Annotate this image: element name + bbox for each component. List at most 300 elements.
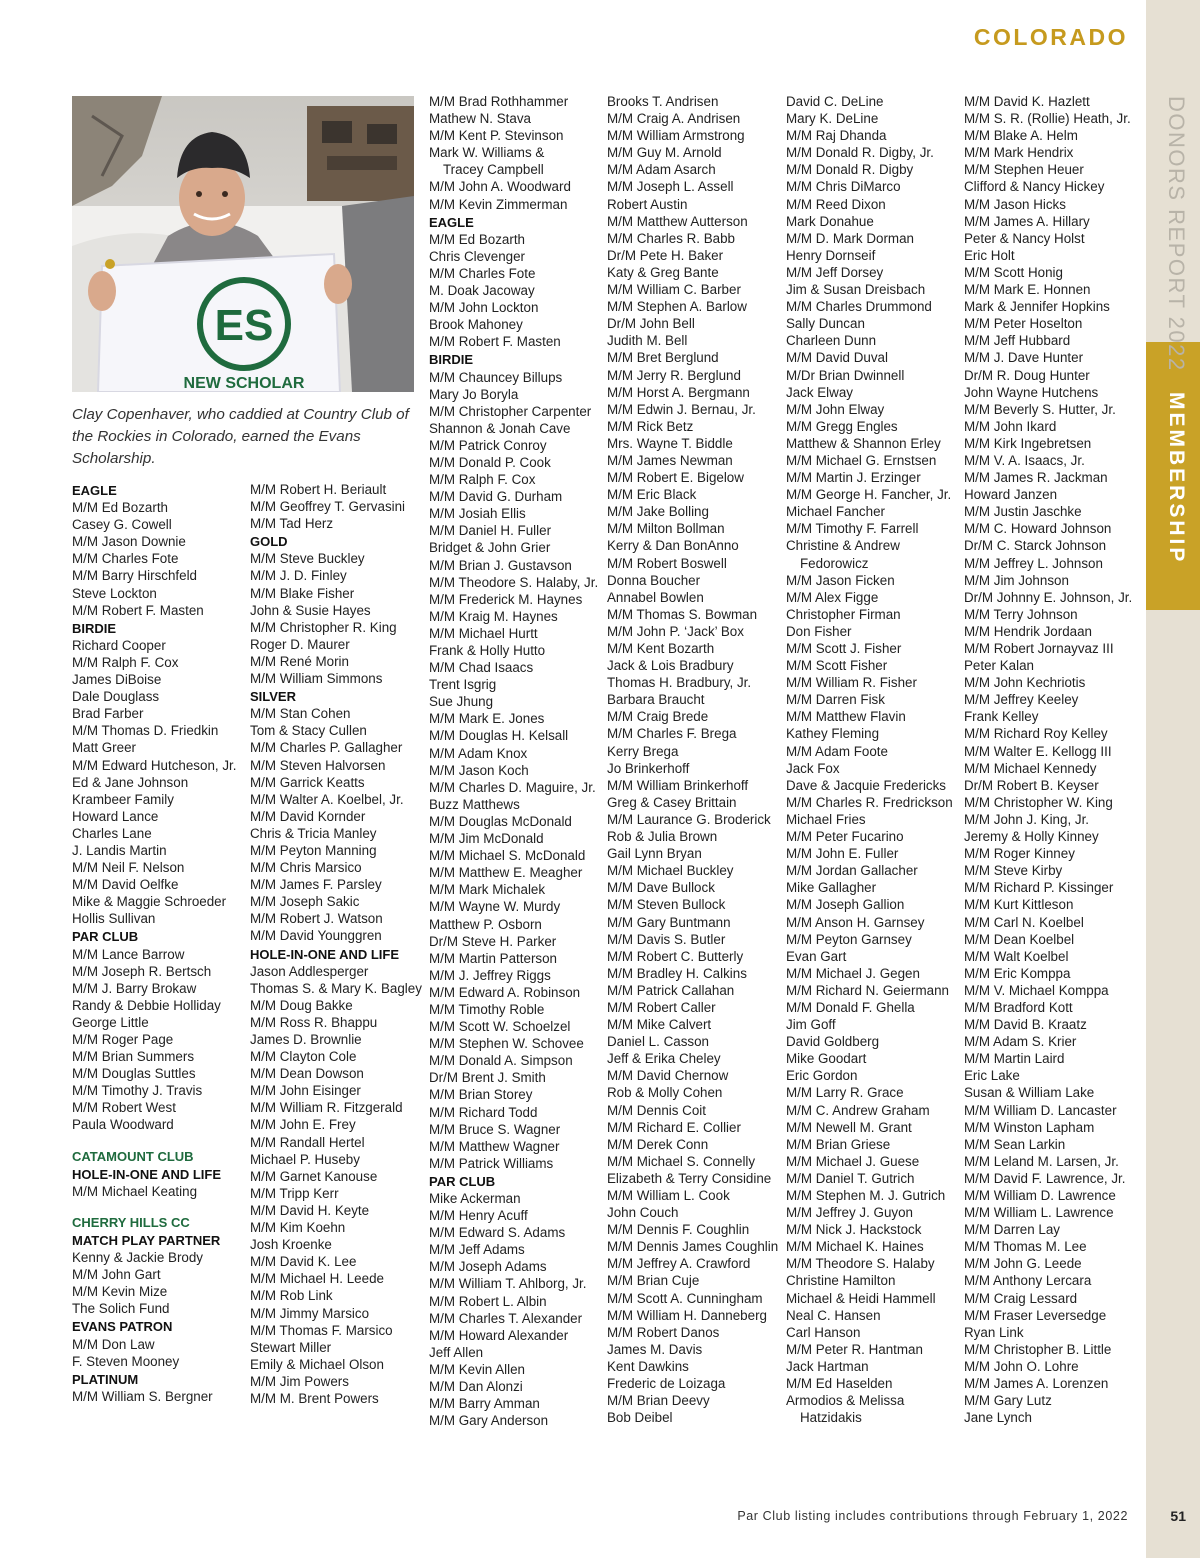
donor-name: David C. DeLine xyxy=(786,94,884,109)
donor-name: M/M William Simmons xyxy=(250,671,383,687)
section-heading: SILVER xyxy=(250,689,296,705)
donor-name: Jim & Susan Dreisbach xyxy=(786,282,926,298)
donor-name: Dave & Jacquie Fredericks xyxy=(786,777,947,793)
donor-name: M/M Patrick Conroy xyxy=(429,437,547,453)
donor-name: James DiBoise xyxy=(72,672,162,688)
donor-name: M/M Kevin Zimmerman xyxy=(429,196,568,212)
donor-name: Dr/M Brent J. Smith xyxy=(429,1070,546,1086)
donor-name: James M. Davis xyxy=(607,1341,703,1357)
donor-name: M/M Theodore S. Halaby, Jr. xyxy=(429,574,599,590)
donor-name: M/Dr Brian Dwinnell xyxy=(786,367,905,383)
donor-name: M/M Craig A. Andrisen xyxy=(607,111,741,127)
donor-name: Jeremy & Holly Kinney xyxy=(964,829,1099,845)
donor-name: Dale Douglass xyxy=(72,689,160,705)
donor-name: M/M Michael Hurtt xyxy=(429,625,538,641)
donor-name: Charleen Dunn xyxy=(786,333,877,349)
donor-name: M/M Stephen M. J. Gutrich xyxy=(786,1188,946,1203)
donor-name: M/M Richard Roy Kelley xyxy=(964,726,1108,742)
donor-name: M/M Roger Kinney xyxy=(964,846,1075,862)
donor-name: M/M Bruce S. Wagner xyxy=(429,1121,561,1137)
donor-name: M/M Edward A. Robinson xyxy=(429,984,581,1000)
donor-name: M/M Michael G. Ernstsen xyxy=(786,452,937,468)
donor-name: M/M Gary Anderson xyxy=(429,1413,549,1429)
donor-name: M/M Jeff Hubbard xyxy=(964,333,1071,349)
donor-name: M/M Charles R. Fredrickson xyxy=(786,794,953,810)
donor-name: Brooks T. Andrisen xyxy=(607,94,719,109)
donor-name: Mark Donahue xyxy=(786,213,874,229)
donor-name: M/M Scott Fisher xyxy=(786,658,888,674)
donor-name: M/M Don Law xyxy=(72,1336,155,1352)
donor-name: M/M Thomas M. Lee xyxy=(964,1239,1087,1255)
donor-name: M/M Donald R. Digby xyxy=(786,162,914,178)
donor-name: M/M Adam S. Krier xyxy=(964,1034,1077,1050)
donor-name: M/M Brian Storey xyxy=(429,1087,533,1103)
donor-name: M/M John Lockton xyxy=(429,300,539,316)
donor-name: M/M Peyton Manning xyxy=(250,842,377,858)
donor-name: M/M David K. Lee xyxy=(250,1254,357,1270)
donor-name: M/M Gregg Engles xyxy=(786,418,898,434)
donor-name: M/M Kim Koehn xyxy=(250,1220,346,1236)
donor-name: M/M Brian Griese xyxy=(786,1136,891,1152)
donor-name: M/M Jerry R. Berglund xyxy=(607,367,741,383)
donor-column-1 xyxy=(72,481,236,1405)
donor-name: M/M Steve Kirby xyxy=(964,863,1063,879)
donor-name: M/M Joseph Sakic xyxy=(250,894,360,910)
donor-name: M/M Richard P. Kissinger xyxy=(964,880,1114,896)
donor-name: M/M J. Jeffrey Riggs xyxy=(429,967,551,983)
donor-name: M/M Charles F. Brega xyxy=(607,726,737,742)
donor-name: M/M Robert Jornayvaz III xyxy=(964,641,1114,656)
donor-name: M/M John Elway xyxy=(786,401,885,417)
donor-name: M/M Kirk Ingebretsen xyxy=(964,435,1092,451)
donor-name: M/M Jeffrey Keeley xyxy=(964,692,1079,708)
donor-name: M/M Michael Keating xyxy=(72,1183,198,1199)
donor-name: M/M Richard N. Geiermann xyxy=(786,982,949,998)
donor-name: M/M Mark E. Honnen xyxy=(964,282,1091,298)
donor-name: M/M Newell M. Grant xyxy=(786,1119,912,1135)
donor-name: M/M William Brinkerhoff xyxy=(607,777,749,793)
donor-name: M/M Brad Rothhammer xyxy=(429,94,569,109)
donor-name: M/M Martin J. Erzinger xyxy=(786,470,921,486)
donor-name: Henry Dornseif xyxy=(786,247,876,263)
donor-name: M/M Scott J. Fisher xyxy=(786,641,902,656)
section-heading: EAGLE xyxy=(429,214,474,230)
donor-name: M/M Michael H. Leede xyxy=(250,1271,384,1287)
donor-name: M/M Scott W. Schoelzel xyxy=(429,1019,571,1035)
section-heading: HOLE-IN-ONE AND LIFE xyxy=(72,1166,222,1182)
donor-name: Brad Farber xyxy=(72,706,144,722)
section-heading: BIRDIE xyxy=(72,620,117,636)
donor-name: Jeff & Erika Cheley xyxy=(607,1051,721,1067)
donor-column-6 xyxy=(964,93,1132,1426)
club-heading: CHERRY HILLS CC xyxy=(72,1214,190,1230)
donor-name: M/M Mark Michalek xyxy=(429,882,546,898)
donor-name: M/M Charles T. Alexander xyxy=(429,1310,583,1326)
donor-name: M/M Edward Hutcheson, Jr. xyxy=(72,757,237,773)
donor-name: M/M John E. Frey xyxy=(250,1117,356,1133)
donor-name: M/M Clayton Cole xyxy=(250,1049,357,1065)
donor-name: M/M Richard E. Collier xyxy=(607,1119,741,1135)
donor-name: M/M Matthew Flavin xyxy=(786,709,906,725)
donor-name: M/M Bradley H. Calkins xyxy=(607,965,747,981)
donor-name: M/M Eric Komppa xyxy=(964,965,1071,981)
donor-name: M/M Rick Betz xyxy=(607,418,694,434)
donor-name: Carl Hanson xyxy=(786,1324,861,1340)
donor-name: Christine & Andrew xyxy=(786,538,900,554)
donor-name: M/M Michael K. Haines xyxy=(786,1239,924,1255)
donor-name: M/M Robert Caller xyxy=(607,999,716,1015)
donor-name: M/M Steve Buckley xyxy=(250,551,365,567)
donor-name: M/M William S. Bergner xyxy=(72,1388,213,1404)
donor-name: M/M Peyton Garnsey xyxy=(786,931,912,947)
donor-name: M/M Stan Cohen xyxy=(250,706,351,722)
donor-name: M/M Walter A. Koelbel, Jr. xyxy=(250,791,404,807)
donor-name: M/M Jim Powers xyxy=(250,1373,349,1389)
donor-name: M/M David G. Durham xyxy=(429,489,563,505)
donor-name: M/M Michael J. Guese xyxy=(786,1153,920,1169)
donor-name: M/M Matthew Autterson xyxy=(607,213,748,229)
donor-name: M/M Joseph R. Bertsch xyxy=(72,963,212,979)
donor-name: M/M Chris DiMarco xyxy=(786,179,901,195)
donor-name: M/M Sean Larkin xyxy=(964,1136,1066,1152)
donor-name: Frederic de Loizaga xyxy=(607,1376,726,1392)
donor-name: Randy & Debbie Holliday xyxy=(72,997,221,1013)
donor-name: Trent Isgrig xyxy=(429,677,497,693)
donor-name: M/M Bradford Kott xyxy=(964,999,1073,1015)
donor-name: Robert Austin xyxy=(607,196,688,212)
donor-name: M/M Joseph Gallion xyxy=(786,897,905,913)
donor-name: Donna Boucher xyxy=(607,572,701,588)
donor-name: Mary Jo Boryla xyxy=(429,386,519,402)
donor-name: M/M Blake Fisher xyxy=(250,585,355,601)
donor-name: M/M Donald P. Cook xyxy=(429,454,551,470)
donor-name: M/M J. Dave Hunter xyxy=(964,350,1084,366)
donor-name: Rob & Julia Brown xyxy=(607,829,718,845)
donor-name: M/M Josiah Ellis xyxy=(429,506,526,522)
donor-name: Thomas S. & Mary K. Bagley xyxy=(250,980,422,996)
donor-name: M/M Ed Bozarth xyxy=(429,231,525,247)
donor-name: Dr/M C. Starck Johnson xyxy=(964,538,1107,554)
donor-name: Mathew N. Stava xyxy=(429,111,531,127)
donor-name: M/M V. A. Isaacs, Jr. xyxy=(964,452,1085,468)
donor-name: M/M William D. Lancaster xyxy=(964,1102,1117,1118)
donor-name: M/M Henry Acuff xyxy=(429,1208,528,1224)
donor-name: M/M Steven Bullock xyxy=(607,897,726,913)
donor-name: M/M Derek Conn xyxy=(607,1136,709,1152)
donor-name: M/M William D. Lawrence xyxy=(964,1188,1116,1203)
donor-name: Thomas H. Bradbury, Jr. xyxy=(607,675,752,691)
flag-logo-text: ES xyxy=(214,301,274,350)
section-heading: EAGLE xyxy=(72,483,117,498)
donor-name: M/M Roger Page xyxy=(72,1032,174,1047)
donor-name: Jane Lynch xyxy=(964,1410,1032,1426)
donor-name: Elizabeth & Terry Considine xyxy=(607,1170,772,1186)
donor-name: Matthew & Shannon Erley xyxy=(786,435,941,451)
donor-name: M/M Robert H. Beriault xyxy=(250,482,387,497)
donor-name: M/M Carl N. Koelbel xyxy=(964,914,1084,930)
donor-name: M/M Milton Bollman xyxy=(607,521,725,537)
donor-name: M. Doak Jacoway xyxy=(429,283,535,299)
donor-name: M/M Jason Ficken xyxy=(786,572,895,588)
section-heading: MATCH PLAY PARTNER xyxy=(72,1232,221,1248)
donor-name: M/M John Ikard xyxy=(964,418,1057,434)
donor-name: M/M Alex Figge xyxy=(786,589,879,605)
donor-name: Richard Cooper xyxy=(72,637,166,653)
donor-name-continued: Hatzidakis xyxy=(800,1410,862,1426)
donor-name: M/M Adam Knox xyxy=(429,745,528,761)
donor-name: M/M Robert J. Watson xyxy=(250,911,383,927)
donor-name: Rob & Molly Cohen xyxy=(607,1085,723,1101)
donor-name: M/M Jeff Dorsey xyxy=(786,264,884,280)
donor-name: M/M Jason Hicks xyxy=(964,196,1066,212)
donor-name: M/M John Gart xyxy=(72,1267,161,1283)
donor-name: M/M John J. King, Jr. xyxy=(964,811,1090,827)
donor-name: M/M Robert West xyxy=(72,1100,176,1116)
donor-name: M/M Thomas D. Friedkin xyxy=(72,723,219,739)
donor-name: M/M Christopher B. Little xyxy=(964,1341,1112,1357)
donor-name: M/M J. D. Finley xyxy=(250,568,347,584)
donor-name: John Couch xyxy=(607,1205,679,1221)
donor-name: M/M Jason Downie xyxy=(72,534,186,550)
donor-name: Jason Addlesperger xyxy=(250,963,369,979)
donor-name: M/M Darren Lay xyxy=(964,1222,1060,1238)
donor-name: M/M Jeffrey L. Johnson xyxy=(964,555,1103,571)
donor-name: M/M M. Brent Powers xyxy=(250,1390,379,1406)
donor-name: M/M Reed Dixon xyxy=(786,196,886,212)
donor-name: M/M David Kornder xyxy=(250,808,366,824)
donor-name: M/M Ralph F. Cox xyxy=(72,654,179,670)
donor-name: M/M Charles D. Maguire, Jr. xyxy=(429,779,596,795)
donor-name: M/M Randall Hertel xyxy=(250,1134,365,1150)
donor-name: M/M Dave Bullock xyxy=(607,880,715,896)
donor-name: M/M Richard Todd xyxy=(429,1104,538,1120)
donor-name: Greg & Casey Brittain xyxy=(607,794,737,810)
donor-name: Mrs. Wayne T. Biddle xyxy=(607,435,733,451)
donor-name: M/M René Morin xyxy=(250,653,349,669)
donor-name: M/M Craig Brede xyxy=(607,709,709,725)
donor-name: M/M Tad Herz xyxy=(250,516,334,532)
donor-name: M/M Stephen A. Barlow xyxy=(607,299,747,315)
footer-note: Par Club listing includes contributions through February 1, 2022 xyxy=(737,1509,1128,1523)
donor-name: David Goldberg xyxy=(786,1034,880,1050)
page-header-title: COLORADO xyxy=(973,24,1128,50)
donor-name: M/M Theodore S. Halaby xyxy=(786,1256,935,1272)
donor-name: M/M Chris Marsico xyxy=(250,860,362,876)
donor-name: Dr/M R. Doug Hunter xyxy=(964,367,1090,383)
donor-name: M/M Matthew E. Meagher xyxy=(429,865,583,881)
donor-name: M/M Brian Summers xyxy=(72,1049,195,1065)
donor-name: Jack Fox xyxy=(786,760,840,776)
donor-name: M/M Ross R. Bhappu xyxy=(250,1014,378,1030)
donor-name: Jim Goff xyxy=(786,1017,836,1033)
donor-name: M/M Michael S. McDonald xyxy=(429,848,586,864)
donor-name: M/M Timothy Roble xyxy=(429,1001,545,1017)
donor-name: Ryan Link xyxy=(964,1324,1024,1340)
donor-name: M/M Stephen Heuer xyxy=(964,162,1084,178)
donor-name: M/M Nick J. Hackstock xyxy=(786,1222,922,1238)
donor-name: M/M Christopher W. King xyxy=(964,794,1113,810)
donor-name: M/M Howard Alexander xyxy=(429,1327,569,1343)
donor-name: M/M Timothy J. Travis xyxy=(72,1083,203,1099)
donor-name: M/M Kraig M. Haynes xyxy=(429,608,558,624)
donor-name: M/M Stephen W. Schovee xyxy=(429,1036,584,1052)
donor-name: Dr/M John Bell xyxy=(607,316,695,332)
donor-name: M/M William Armstrong xyxy=(607,128,745,144)
donor-name: Mary K. DeLine xyxy=(786,111,879,127)
donor-name: M/M Ed Haselden xyxy=(786,1376,893,1392)
donor-name: M/M Jason Koch xyxy=(429,762,529,778)
donor-name: Armodios & Melissa xyxy=(786,1393,905,1409)
donor-name: Jack & Lois Bradbury xyxy=(607,658,734,674)
donor-name: M/M Adam Foote xyxy=(786,743,888,759)
donor-name: M/M Bret Berglund xyxy=(607,350,719,366)
donor-name: M/M Martin Laird xyxy=(964,1051,1065,1067)
donor-name: M/M Robert L. Albin xyxy=(429,1293,547,1309)
donor-column-5 xyxy=(786,93,953,1426)
donor-name: M/M Jake Bolling xyxy=(607,504,709,520)
donor-name: Matt Greer xyxy=(72,740,136,756)
donor-name: M/M Robert Danos xyxy=(607,1324,720,1340)
donor-name: M/M Robert C. Butterly xyxy=(607,948,744,964)
donor-name: M/M D. Mark Dorman xyxy=(786,230,914,246)
donor-name: M/M Kurt Kittleson xyxy=(964,897,1074,913)
donor-name: Christopher Firman xyxy=(786,606,901,622)
donor-name: M/M William R. Fisher xyxy=(786,675,917,691)
donor-name: M/M Rob Link xyxy=(250,1288,333,1304)
donor-name: M/M Peter R. Hantman xyxy=(786,1341,923,1357)
donor-name: Katy & Greg Bante xyxy=(607,264,719,280)
section-heading: PAR CLUB xyxy=(72,929,139,945)
donor-name: John & Susie Hayes xyxy=(250,602,371,618)
donor-name: M/M Douglas Suttles xyxy=(72,1066,196,1082)
donor-name: M/M Doug Bakke xyxy=(250,997,353,1013)
donor-name: M/M William C. Barber xyxy=(607,282,741,298)
donor-name: M/M Timothy F. Farrell xyxy=(786,521,919,537)
donor-name: Bridget & John Grier xyxy=(429,540,551,556)
donor-name: M/M James R. Jackman xyxy=(964,470,1108,486)
donor-name: Dr/M Robert B. Keyser xyxy=(964,777,1099,793)
donor-name: Frank Kelley xyxy=(964,709,1039,725)
donor-name: M/M Craig Lessard xyxy=(964,1290,1078,1306)
donor-name: M/M Martin Patterson xyxy=(429,950,557,966)
donor-name: Kenny & Jackie Brody xyxy=(72,1250,203,1266)
donor-name: M/M Michael J. Gegen xyxy=(786,965,920,981)
flag-text: NEW SCHOLAR xyxy=(183,375,305,392)
donor-name: Evan Gart xyxy=(786,948,847,964)
donor-name: Gail Lynn Bryan xyxy=(607,846,702,862)
donor-name: M/M Daniel T. Gutrich xyxy=(786,1170,915,1186)
donor-name: M/M Kevin Allen xyxy=(429,1361,526,1377)
donor-name: M/M Daniel H. Fuller xyxy=(429,523,552,539)
donor-name: M/M Christopher R. King xyxy=(250,619,397,635)
donor-name: M/M Michael Buckley xyxy=(607,863,734,879)
donor-name: M/M James A. Lorenzen xyxy=(964,1376,1109,1392)
donor-name: M/M Matthew Wagner xyxy=(429,1138,560,1154)
donor-name: Krambeer Family xyxy=(72,791,174,807)
donor-name: Dr/M Johnny E. Johnson, Jr. xyxy=(964,589,1133,605)
donor-name: M/M Edward S. Adams xyxy=(429,1225,566,1241)
donor-name: M/M Adam Asarch xyxy=(607,162,716,178)
donor-name: Kerry Brega xyxy=(607,743,679,759)
donor-name: Sally Duncan xyxy=(786,316,865,332)
donor-name: M/M Robert F. Masten xyxy=(429,334,561,350)
donor-name: Michael Fries xyxy=(786,811,866,827)
donor-name: M/M Charles Drummond xyxy=(786,299,932,315)
section-heading: PAR CLUB xyxy=(429,1173,496,1189)
donor-name: Frank & Holly Hutto xyxy=(429,643,546,658)
donor-name: M/M Terry Johnson xyxy=(964,606,1078,622)
donor-name: M/M Donald F. Ghella xyxy=(786,999,915,1015)
donor-name: M/M Fraser Leversedge xyxy=(964,1307,1107,1323)
donor-name: M/M Mark E. Jones xyxy=(429,711,545,727)
donor-name: M/M Ed Bozarth xyxy=(72,500,168,516)
donor-name: Mike & Maggie Schroeder xyxy=(72,894,227,910)
donor-name: M/M David Duval xyxy=(786,350,888,366)
donor-name: M/M Jim McDonald xyxy=(429,831,544,847)
section-heading: BIRDIE xyxy=(429,352,474,368)
donor-name: M/M Jordan Gallacher xyxy=(786,863,918,879)
donor-name: Peter Kalan xyxy=(964,658,1034,674)
donor-name: M/M Kent P. Stevinson xyxy=(429,128,564,144)
donor-name: M/M J. Barry Brokaw xyxy=(72,980,197,996)
photo-caption: Clay Copenhaver, who caddied at Country Club of the Rockies in Colorado, earned the Evans Scholarship. xyxy=(72,406,409,467)
donor-name: M/M Gary Buntmann xyxy=(607,914,731,930)
donor-name: M/M Edwin J. Bernau, Jr. xyxy=(607,401,756,417)
donor-name: M/M David Oelfke xyxy=(72,877,179,893)
donor-column-3 xyxy=(429,93,598,1429)
donor-name: M/M Frederick M. Haynes xyxy=(429,591,583,607)
donor-name: Kent Dawkins xyxy=(607,1358,689,1374)
donor-name: Charles Lane xyxy=(72,825,152,841)
donor-name: M/M Brian J. Gustavson xyxy=(429,557,572,573)
donor-name: Ed & Jane Johnson xyxy=(72,774,189,790)
donor-name: Dr/M Steve H. Parker xyxy=(429,933,557,949)
donor-name: Mark W. Williams & xyxy=(429,145,545,161)
donor-name: M/M Thomas S. Bowman xyxy=(607,606,758,622)
donor-name: M/M Chad Isaacs xyxy=(429,660,534,676)
donor-name: M/M Anson H. Garnsey xyxy=(786,914,925,930)
donor-name: M/M Darren Fisk xyxy=(786,692,885,708)
donor-name: Eric Lake xyxy=(964,1068,1020,1084)
donor-name: Chris & Tricia Manley xyxy=(250,825,377,841)
donor-name: Sue Jhung xyxy=(429,694,494,710)
donor-name: M/M Barry Hirschfeld xyxy=(72,568,197,584)
donor-name: M/M Justin Jaschke xyxy=(964,504,1082,520)
donor-name: Stewart Miller xyxy=(250,1339,332,1355)
donor-name: M/M David F. Lawrence, Jr. xyxy=(964,1170,1126,1186)
donor-name: M/M Dean Dowson xyxy=(250,1066,364,1082)
donor-name: M/M Jimmy Marsico xyxy=(250,1305,370,1321)
donor-name: M/M Thomas F. Marsico xyxy=(250,1322,393,1338)
donor-name: Howard Lance xyxy=(72,808,159,824)
donor-name: M/M Charles Fote xyxy=(429,265,536,281)
donor-name: M/M David Younggren xyxy=(250,928,382,944)
donor-name: M/M Douglas McDonald xyxy=(429,813,572,829)
donor-name: Steve Lockton xyxy=(72,585,157,601)
donor-name: Don Fisher xyxy=(786,623,852,639)
donor-name: Michael & Heidi Hammell xyxy=(786,1290,936,1306)
donor-name: M/M Garrick Keatts xyxy=(250,774,365,790)
donor-name: M/M Barry Amman xyxy=(429,1396,540,1412)
donor-name: Mike Ackerman xyxy=(429,1191,521,1206)
donor-name: M/M Ralph F. Cox xyxy=(429,472,536,488)
donor-name: M/M John A. Woodward xyxy=(429,179,571,195)
donor-name: M/M Brian Cuje xyxy=(607,1273,700,1289)
donor-name: M/M Leland M. Larsen, Jr. xyxy=(964,1153,1119,1169)
donor-name: Josh Kroenke xyxy=(250,1237,332,1253)
donor-name: M/M Jim Johnson xyxy=(964,572,1069,588)
donor-name: Kathey Fleming xyxy=(786,726,880,742)
